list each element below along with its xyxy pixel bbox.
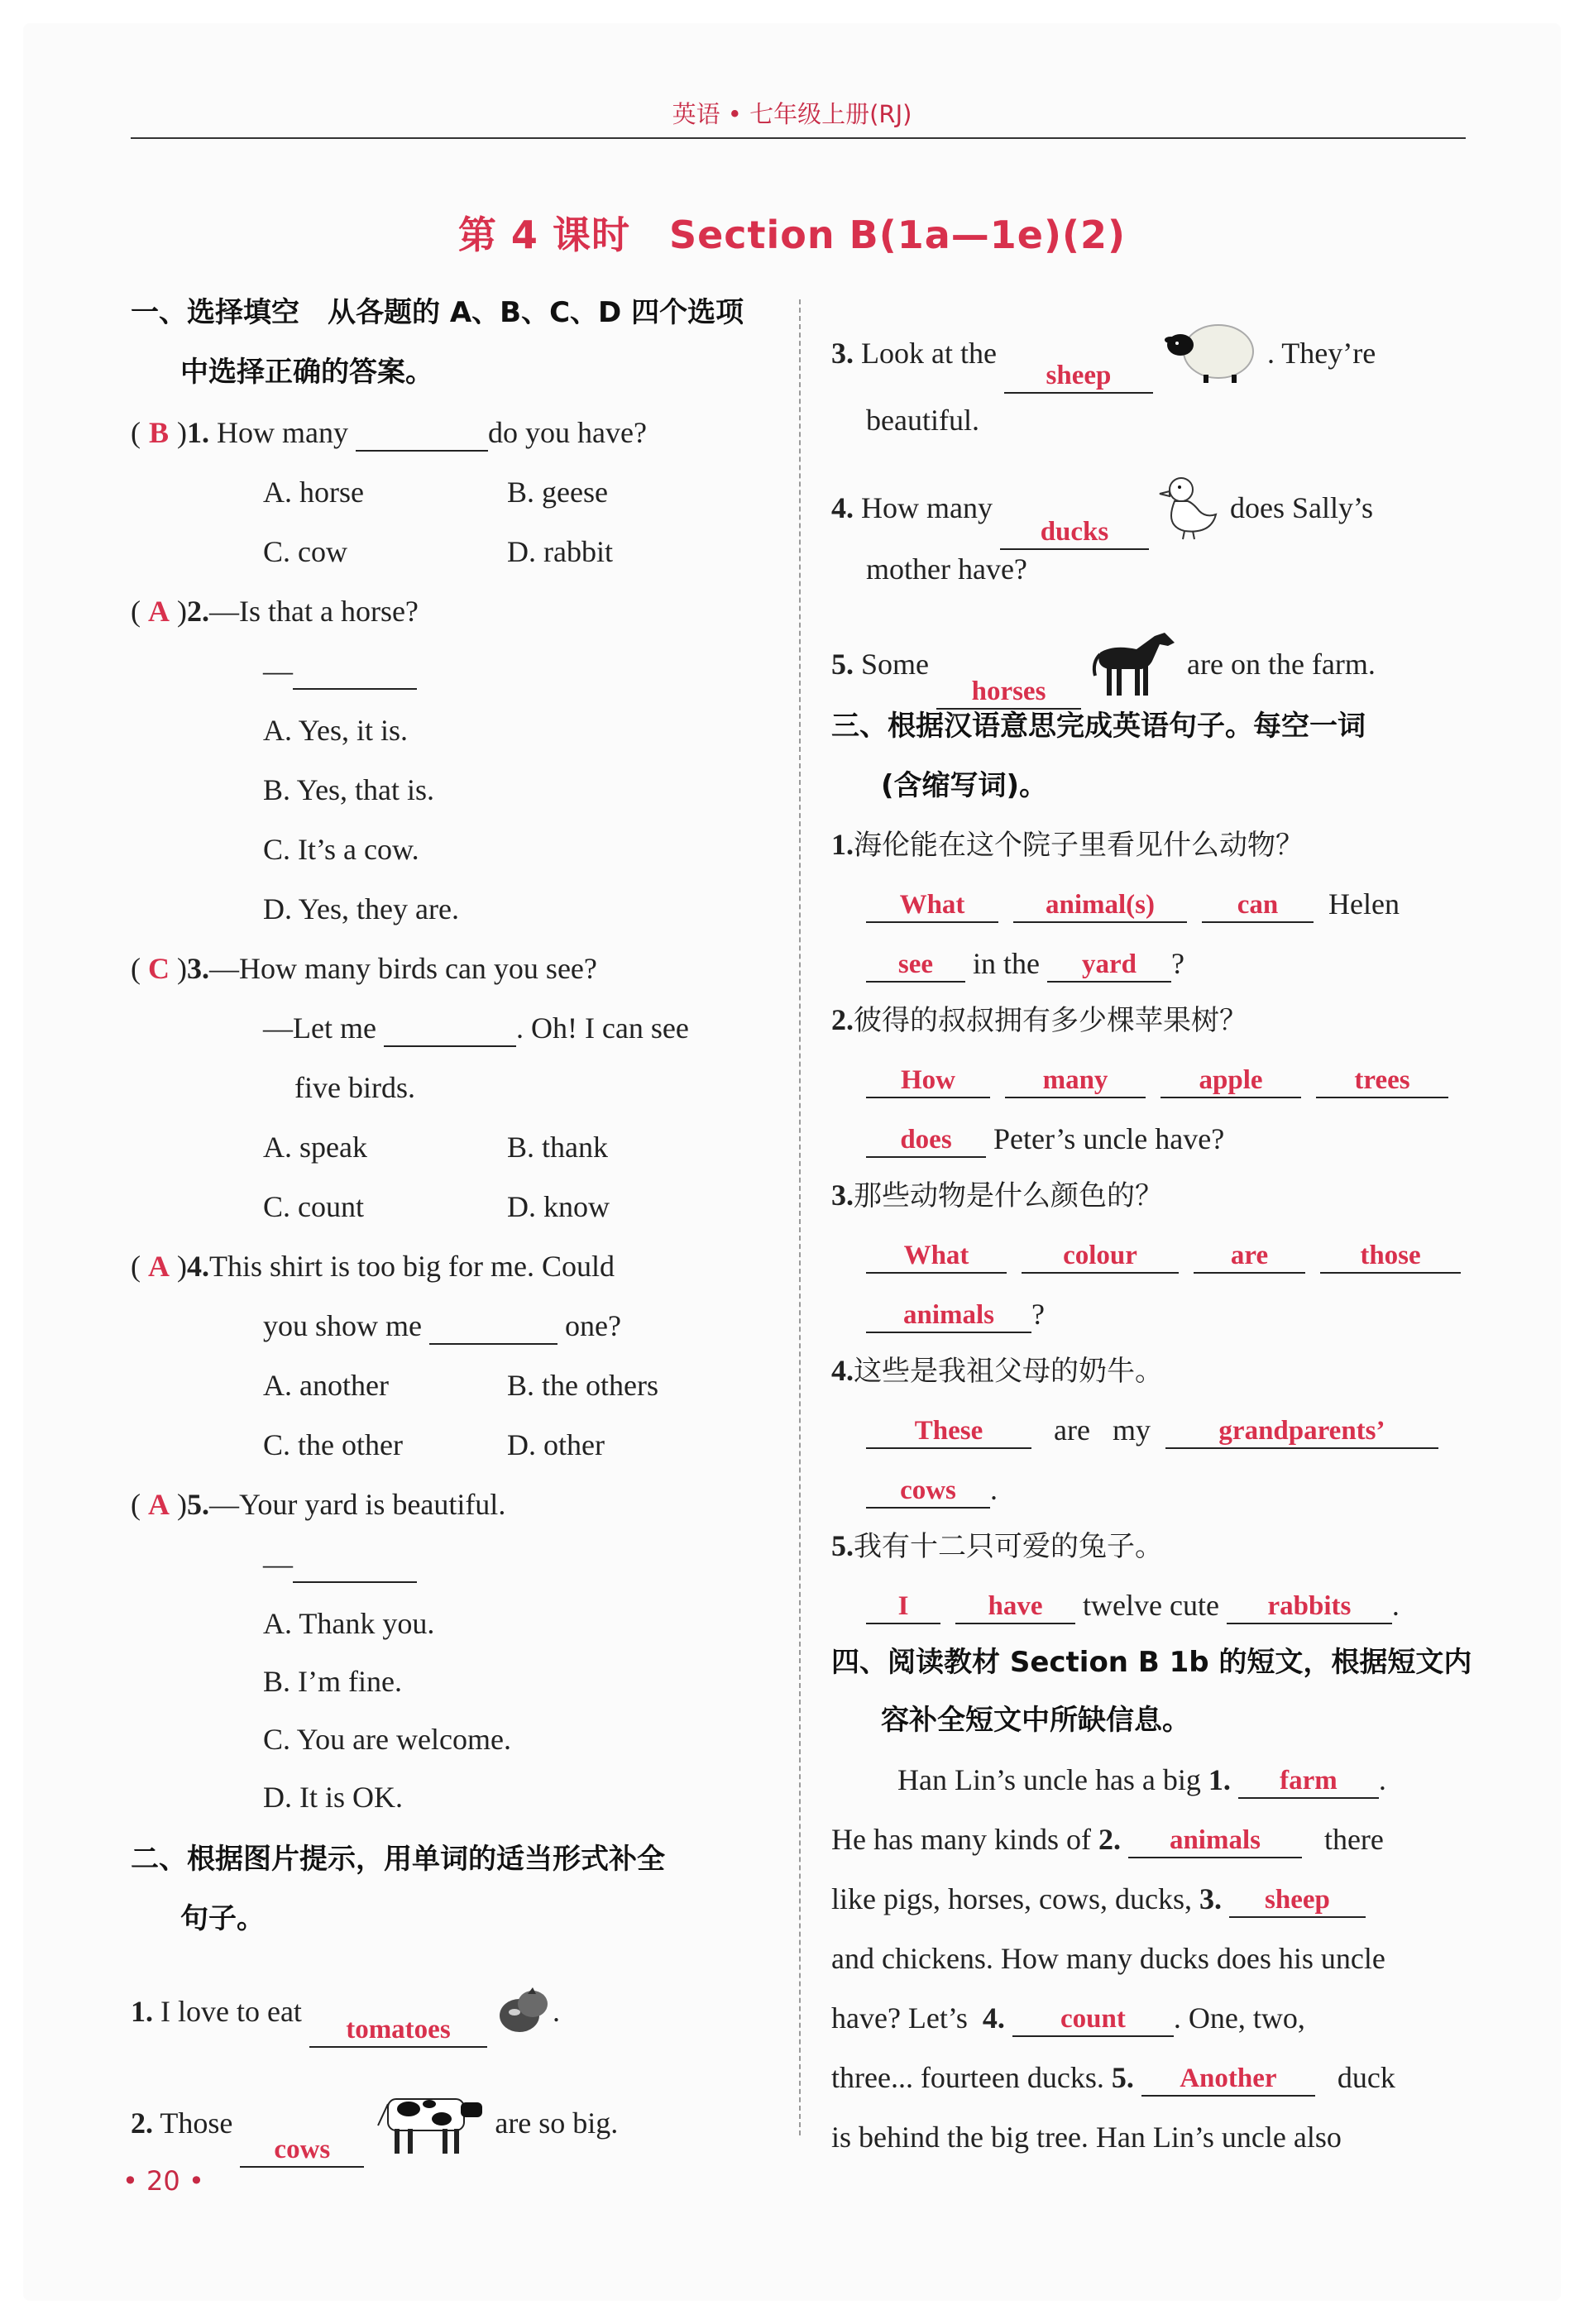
answer-line: How many apple trees <box>866 1060 1448 1098</box>
answer-blank[interactable] <box>293 655 417 690</box>
mc-question-2: ( A )2.—Is that a horse? <box>131 592 419 630</box>
section2-title: 二、根据图片提示，用单词的适当形式补全 <box>131 1843 665 1876</box>
option-d: D. rabbit <box>507 535 613 568</box>
question-line: beautiful. <box>866 404 979 437</box>
duck-picture <box>1156 471 1223 550</box>
option-b: B. thank <box>507 1131 608 1164</box>
answer-line: cows . <box>866 1470 998 1509</box>
running-header: 英语 • 七年级上册(RJ) <box>672 100 912 128</box>
picture-question-5: 5. Some horses are on the farm. <box>831 624 1376 710</box>
header-rule <box>131 137 1466 139</box>
question-line: mother have? <box>866 552 1027 586</box>
section1-title: 一、选择填空 从各题的 A、B、C、D 四个选项 <box>131 296 744 329</box>
lesson-title: 第 4 课时 Section B(1a—1e)(2) <box>457 213 1127 257</box>
passage-line-6: three... fourteen ducks. 5. Another duck <box>831 2059 1395 2097</box>
option-b: B. I’m fine. <box>263 1665 402 1698</box>
section3-title-cont: (含缩写词)。 <box>881 769 1048 802</box>
answer-blank[interactable]: sheep <box>1004 357 1153 394</box>
tomato-picture <box>495 1981 553 2048</box>
option-d: D. Yes, they are. <box>263 892 459 925</box>
option-a: A. Yes, it is. <box>263 714 409 747</box>
option-c: C. the other <box>263 1428 403 1461</box>
passage-line-2: He has many kinds of 2. animals there <box>831 1820 1384 1858</box>
answer-letter: A <box>148 595 170 628</box>
passage-line-7: is behind the big tree. Han Lin’s uncle also <box>831 2121 1342 2154</box>
section1-title-cont: 中选择正确的答案。 <box>180 356 433 389</box>
answer-line: What colour are those <box>866 1236 1461 1274</box>
option-a: A. speak <box>263 1131 367 1164</box>
picture-question-4: 4. How many ducks does Sally’s <box>831 471 1373 550</box>
question-line: you show me one? <box>263 1307 621 1345</box>
passage-line-1: Han Lin’s uncle has a big 1. farm . <box>897 1761 1386 1799</box>
answer-line: does Peter’s uncle have? <box>866 1120 1224 1158</box>
translate-question-2: 2.彼得的叔叔拥有多少棵苹果树？ <box>831 1003 1247 1037</box>
answer-line: animals ? <box>866 1295 1045 1333</box>
answer-blank[interactable]: ducks <box>1000 514 1149 550</box>
section4-title-cont: 容补全短文中所缺信息。 <box>881 1704 1190 1737</box>
translate-question-1: 1.海伦能在这个院子里看见什么动物？ <box>831 828 1304 862</box>
cow-picture <box>371 2084 487 2168</box>
answer-letter: B <box>148 416 169 449</box>
section4-title: 四、阅读教材 Section B 1b 的短文，根据短文内 <box>831 1646 1472 1679</box>
picture-question-2: 2. Those cows are so big. <box>131 2084 618 2168</box>
answer-blank[interactable] <box>384 1012 516 1047</box>
question-line: —Let me . Oh! I can see <box>263 1009 689 1047</box>
passage-line-5: have? Let’s 4. count . One, two, <box>831 1999 1305 2037</box>
answer-blank[interactable]: tomatoes <box>309 2011 487 2048</box>
option-b: B. the others <box>507 1369 658 1402</box>
option-b: B. geese <box>507 476 608 509</box>
mc-question-3: ( C )3.—How many birds can you see? <box>131 949 597 987</box>
option-d: D. know <box>507 1190 610 1223</box>
section3-title: 三、根据汉语意思完成英语句子。每空一词 <box>831 710 1366 743</box>
passage-line-3: like pigs, horses, cows, ducks, 3. sheep <box>831 1880 1366 1918</box>
answer-blank[interactable]: horses <box>936 673 1081 710</box>
horse-picture <box>1089 624 1180 710</box>
mc-question-1: ( B )1. How many do you have? <box>131 414 647 452</box>
answer-letter: C <box>148 952 170 985</box>
mc-question-5: ( A )5.—Your yard is beautiful. <box>131 1485 505 1523</box>
answer-blank[interactable] <box>356 417 488 452</box>
option-b: B. Yes, that is. <box>263 773 435 806</box>
translate-question-3: 3.那些动物是什么颜色的？ <box>831 1179 1163 1212</box>
response-line: — <box>263 652 417 690</box>
question-line: five birds. <box>294 1071 415 1104</box>
answer-line: What animal(s) can Helen <box>866 885 1400 923</box>
answer-line: see in the yard ? <box>866 944 1184 983</box>
picture-question-1: 1. I love to eat tomatoes . <box>131 1981 560 2048</box>
response-line: — <box>263 1545 417 1583</box>
column-divider <box>799 299 801 2135</box>
sheep-picture <box>1160 318 1260 394</box>
answer-blank[interactable] <box>429 1310 558 1345</box>
mc-question-4: ( A )4.This shirt is too big for me. Could <box>131 1247 615 1285</box>
option-c: C. It’s a cow. <box>263 833 419 866</box>
section2-title-cont: 句子。 <box>180 1902 265 1935</box>
page-number: • 20 • <box>122 2165 204 2197</box>
passage-line-4: and chickens. How many ducks does his uncle <box>831 1942 1385 1975</box>
option-a: A. Thank you. <box>263 1607 435 1640</box>
answer-blank[interactable]: cows <box>240 2131 364 2168</box>
option-c: C. count <box>263 1190 364 1223</box>
translate-question-4: 4.这些是我祖父母的奶牛。 <box>831 1354 1163 1388</box>
answer-line: I have twelve cute rabbits . <box>866 1586 1400 1624</box>
answer-blank[interactable] <box>293 1548 417 1583</box>
option-d: D. It is OK. <box>263 1781 403 1814</box>
option-a: A. another <box>263 1369 389 1402</box>
option-d: D. other <box>507 1428 605 1461</box>
option-c: C. cow <box>263 535 347 568</box>
option-c: C. You are welcome. <box>263 1723 511 1756</box>
picture-question-3: 3. Look at the sheep . They’re <box>831 318 1376 394</box>
answer-letter: A <box>148 1250 170 1283</box>
answer-letter: A <box>148 1488 170 1521</box>
option-a: A. horse <box>263 476 364 509</box>
translate-question-5: 5.我有十二只可爱的兔子。 <box>831 1529 1163 1563</box>
answer-line: These are my grandparents’ <box>866 1411 1438 1449</box>
